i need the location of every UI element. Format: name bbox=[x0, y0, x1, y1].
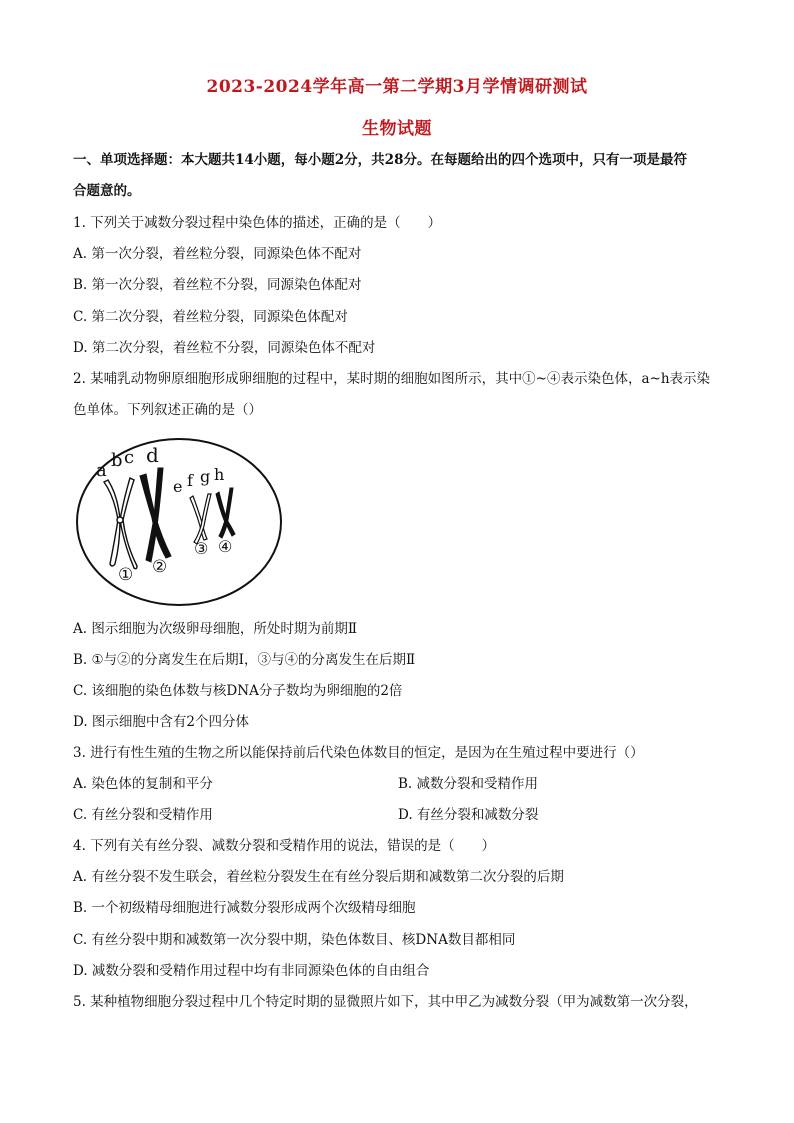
section-heading-line2: 合题意的。 bbox=[73, 183, 141, 199]
exam-subject: 生物试题 bbox=[362, 119, 432, 139]
label-chromosome-2: ② bbox=[152, 557, 168, 577]
label-b: b bbox=[111, 450, 123, 471]
q3-option-a: A. 染色体的复制和平分 bbox=[73, 776, 213, 792]
label-c: c bbox=[124, 447, 135, 468]
q4-option-c: C. 有丝分裂中期和减数第一次分裂中期，染色体数目、核DNA数目都相同 bbox=[73, 932, 516, 948]
q1-option-c: C. 第二次分裂，着丝粒分裂，同源染色体配对 bbox=[73, 309, 348, 325]
q1-option-b: B. 第一次分裂，着丝粒不分裂，同源染色体配对 bbox=[73, 277, 362, 293]
section-heading-line1: 一、单项选择题：本大题共14小题，每小题2分，共28分。在每题给出的四个选项中，只有一项是最符 bbox=[73, 152, 687, 168]
q3-option-b: B. 减数分裂和受精作用 bbox=[398, 776, 539, 792]
q2-option-d: D. 图示细胞中含有2个四分体 bbox=[73, 714, 250, 730]
q3-option-c: C. 有丝分裂和受精作用 bbox=[73, 807, 213, 823]
q4-stem: 4. 下列有关有丝分裂、减数分裂和受精作用的说法，错误的是（ ） bbox=[73, 838, 496, 854]
label-chromosome-3: ③ bbox=[194, 539, 209, 558]
q3-stem: 3. 进行有性生殖的生物之所以能保持前后代染色体数目的恒定，是因为在生殖过程中要进行（） bbox=[73, 745, 644, 761]
q2-stem-line1: 2. 某哺乳动物卵原细胞形成卵细胞的过程中，某时期的细胞如图所示，其中①~④表示染色体，a~h表示染 bbox=[73, 371, 711, 387]
cell-membrane bbox=[77, 439, 281, 605]
q1-option-d: D. 第二次分裂，着丝粒不分裂，同源染色体不配对 bbox=[73, 340, 376, 356]
q5-stem-line1: 5. 某种植物细胞分裂过程中几个特定时期的显微照片如下，其中甲乙为减数分裂（甲为减数第一次分裂， bbox=[73, 994, 698, 1010]
label-d: d bbox=[146, 443, 159, 467]
q1-stem: 1. 下列关于减数分裂过程中染色体的描述，正确的是（ ） bbox=[73, 215, 442, 231]
label-g: g bbox=[200, 467, 211, 486]
q2-stem-line2: 色单体。下列叙述正确的是（） bbox=[73, 402, 262, 418]
q4-option-d: D. 减数分裂和受精作用过程中均有非同源染色体的自由组合 bbox=[73, 963, 430, 979]
q2-option-a: A. 图示细胞为次级卵母细胞，所处时期为前期Ⅱ bbox=[73, 621, 358, 637]
label-chromosome-1: ① bbox=[118, 565, 134, 585]
chromosome-4 bbox=[216, 488, 235, 538]
q3-option-d: D. 有丝分裂和减数分裂 bbox=[398, 807, 539, 823]
chromosome-2 bbox=[140, 468, 171, 562]
exam-title: 2023-2024学年高一第二学期3月学情调研测试 bbox=[206, 77, 588, 97]
label-h: h bbox=[214, 465, 225, 484]
label-a: a bbox=[96, 460, 107, 481]
label-f: f bbox=[187, 471, 193, 490]
cell-chromosome-figure bbox=[74, 436, 284, 608]
q4-option-a: A. 有丝分裂不发生联会，着丝粒分裂发生在有丝分裂后期和减数第二次分裂的后期 bbox=[73, 869, 564, 885]
q4-option-b: B. 一个初级精母细胞进行减数分裂形成两个次级精母细胞 bbox=[73, 900, 416, 916]
chromosome-1 bbox=[104, 478, 137, 569]
chromosome-3 bbox=[190, 494, 211, 544]
label-chromosome-4: ④ bbox=[218, 537, 233, 556]
q2-option-c: C. 该细胞的染色体数与核DNA分子数均为卵细胞的2倍 bbox=[73, 683, 403, 699]
label-e: e bbox=[173, 477, 183, 496]
q1-option-a: A. 第一次分裂，着丝粒分裂，同源染色体不配对 bbox=[73, 246, 362, 262]
q2-option-b: B. ①与②的分离发生在后期Ⅰ，③与④的分离发生在后期Ⅱ bbox=[73, 652, 416, 668]
